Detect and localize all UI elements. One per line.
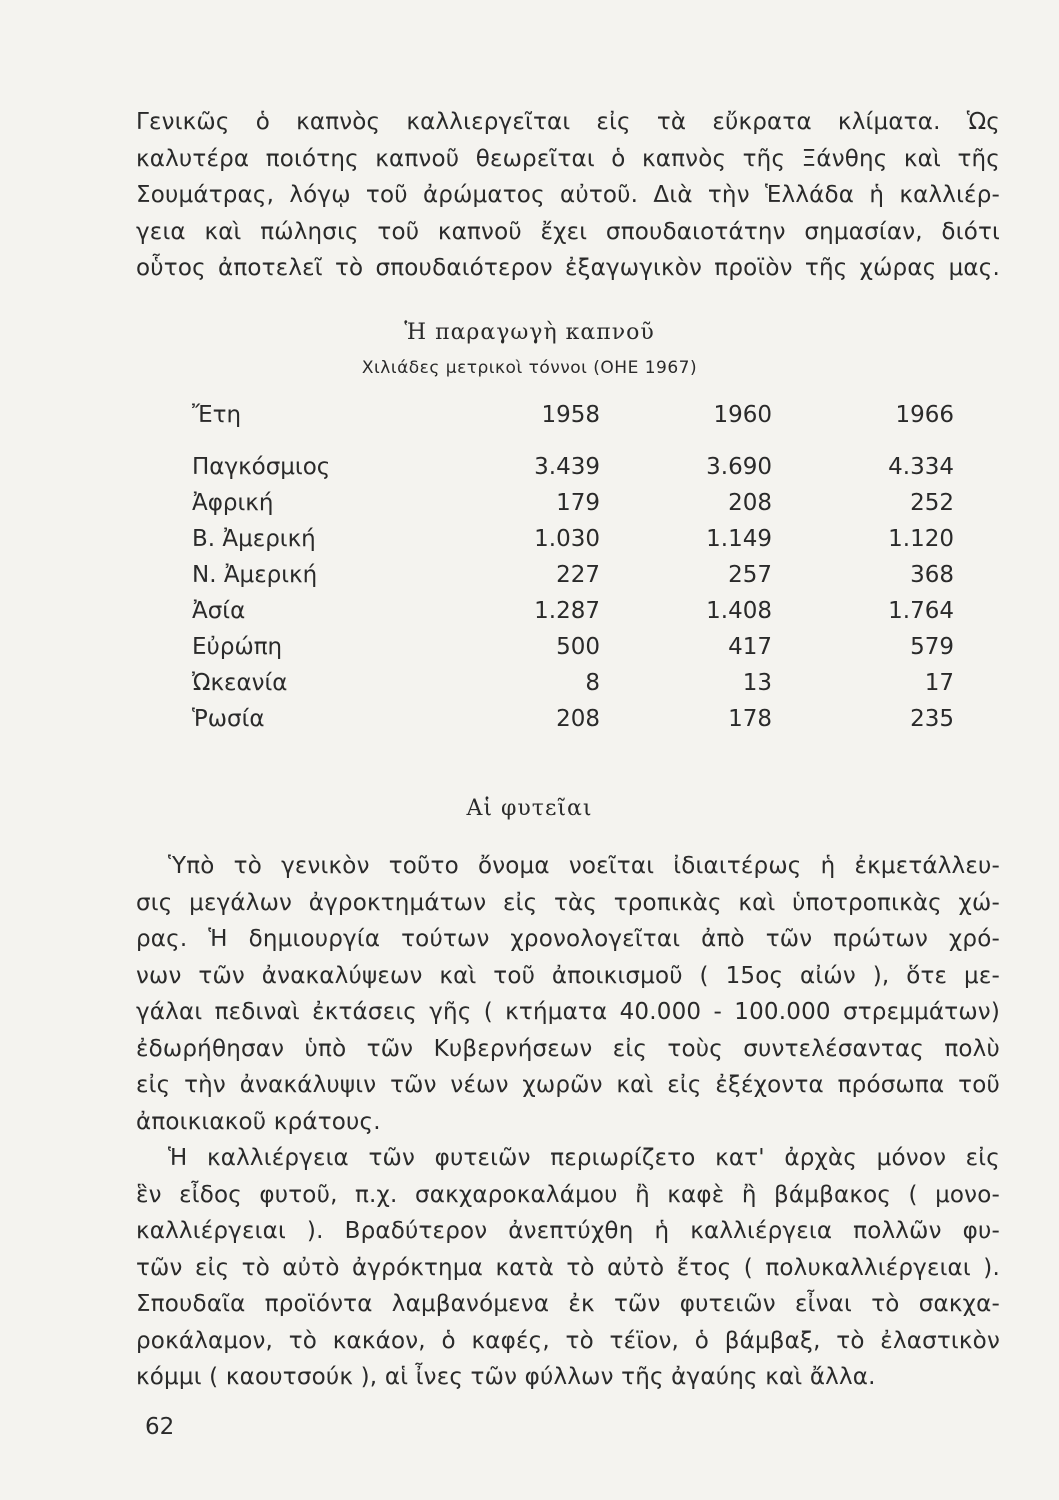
text-line: ρας. Ἡ δημιουργία τούτων χρονολογεῖται ἀπὸ τῶν πρώτων χρό- bbox=[136, 926, 1000, 952]
text-line: εἰς τὴν ἀνακάλυψιν τῶν νέων χωρῶν καὶ εἰς ἐξέχοντα πρόσωπα τοῦ bbox=[136, 1072, 1000, 1098]
text-line: γάλαι πεδιναὶ ἐκτάσεις γῆς ( κτήματα 40.000 - 100.000 στρεμμάτων) bbox=[136, 999, 1000, 1025]
table-cell: Ῥωσία bbox=[192, 706, 265, 732]
table-cell: Ἀφρική bbox=[192, 490, 274, 516]
table-cell: 252 bbox=[910, 490, 954, 516]
table-cell: 208 bbox=[556, 706, 600, 732]
text-line: σις μεγάλων ἀγροκτημάτων εἰς τὰς τροπικὰς καὶ ὑποτροπικὰς χώ- bbox=[136, 889, 1000, 916]
text-line: καλλιέργειαι ). Βραδύτερον ἀνεπτύχθη ἡ καλλιέργεια πολλῶν φυ- bbox=[136, 1218, 1000, 1244]
text-line: ροκάλαμον, τὸ κακάον, ὁ καφές, τὸ τέϊον, ὁ βάμβαξ, τὸ ἐλαστικὸν bbox=[136, 1327, 1000, 1354]
table-subtitle: Χιλιάδες μετρικοὶ τόννοι (ΟΗΕ 1967) bbox=[361, 358, 698, 378]
table-cell: 1.149 bbox=[706, 526, 772, 552]
table-cell: 1.287 bbox=[534, 598, 600, 624]
table-row bbox=[192, 598, 972, 634]
table-cell: 227 bbox=[556, 562, 600, 588]
header-cell: 1958 bbox=[541, 402, 600, 428]
section-title: Αἱ φυτεῖαι bbox=[466, 796, 593, 821]
table-cell: 3.439 bbox=[534, 454, 600, 480]
table-row bbox=[192, 526, 972, 562]
table-cell: Ν. Ἀμερική bbox=[192, 562, 318, 588]
table-cell: 208 bbox=[728, 490, 772, 516]
table-cell: 257 bbox=[728, 562, 772, 588]
table-cell: 1.408 bbox=[706, 598, 772, 624]
header-cell: Ἔτη bbox=[192, 402, 242, 428]
table-cell: 1.764 bbox=[888, 598, 954, 624]
text-line: Σπουδαῖα προϊόντα λαμβανόμενα ἐκ τῶν φυτειῶν εἶναι τὸ σακχα- bbox=[136, 1291, 1000, 1317]
text-line: ἀποικιακοῦ κράτους. bbox=[136, 1108, 381, 1135]
table-row bbox=[192, 634, 972, 670]
text-line: ἐδωρήθησαν ὑπὸ τῶν Κυβερνήσεων εἰς τοὺς συντελέσαντας πολὺ bbox=[136, 1035, 1000, 1062]
table-row bbox=[192, 706, 972, 742]
header-cell: 1960 bbox=[713, 402, 772, 428]
text-line: καλυτέρα ποιότης καπνοῦ θεωρεῖται ὁ καπνὸς τῆς Ξάνθης καὶ τῆς bbox=[136, 145, 1000, 172]
table-cell: Β. Ἀμερική bbox=[192, 526, 316, 552]
text-line: Ὑπὸ τὸ γενικὸν τοῦτο ὄνομα νοεῖται ἰδιαιτέρως ἡ ἐκμετάλλευ- bbox=[168, 853, 1000, 879]
table-cell: 368 bbox=[910, 562, 954, 588]
header-cell: 1966 bbox=[895, 402, 954, 428]
text-line: τῶν εἰς τὸ αὐτὸ ἀγρόκτημα κατὰ τὸ αὐτὸ ἔτος ( πολυκαλλιέργειαι ). bbox=[136, 1254, 1000, 1281]
table-row bbox=[192, 490, 972, 526]
table-cell: 1.030 bbox=[534, 526, 600, 552]
text-line: ἓν εἶδος φυτοῦ, π.χ. σακχαροκαλάμου ἢ καφὲ ἢ βάμβακος ( μονο- bbox=[136, 1181, 1000, 1208]
text-line: κόμμι ( καουτσούκ ), αἱ ἶνες τῶν φύλλων τῆς ἀγαύης καὶ ἄλλα. bbox=[136, 1364, 876, 1390]
table-cell: 179 bbox=[556, 490, 600, 516]
table-row bbox=[192, 670, 972, 706]
text-line: Σουμάτρας, λόγῳ τοῦ ἀρώματος αὐτοῦ. Διὰ τὴν Ἑλλάδα ἡ καλλιέρ- bbox=[136, 182, 1000, 208]
table-cell: 579 bbox=[910, 634, 954, 660]
table-cell: 4.334 bbox=[888, 454, 954, 480]
table-title: Ἡ παραγωγὴ καπνοῦ bbox=[404, 320, 655, 345]
table-cell: 3.690 bbox=[706, 454, 772, 480]
table-cell: 500 bbox=[556, 634, 600, 660]
table-header-row bbox=[192, 402, 972, 438]
table-cell: 417 bbox=[728, 634, 772, 660]
table-cell: Ἀσία bbox=[192, 598, 246, 624]
plantations-paragraph-1 bbox=[136, 848, 1000, 1140]
table-cell: 235 bbox=[910, 706, 954, 732]
table-cell: Εὐρώπη bbox=[192, 634, 283, 660]
page-number: 62 bbox=[145, 1414, 175, 1440]
text-line: οὗτος ἀποτελεῖ τὸ σπουδαιότερον ἐξαγωγικὸν προϊὸν τῆς χώρας μας. bbox=[136, 255, 1000, 281]
plantations-paragraph-2 bbox=[136, 1140, 1000, 1396]
text-line: Γενικῶς ὁ καπνὸς καλλιεργεῖται εἰς τὰ εὔκρατα κλίματα. Ὡς bbox=[136, 109, 1000, 135]
table-row bbox=[192, 454, 972, 490]
table-cell: 1.120 bbox=[888, 526, 954, 552]
table-cell: 178 bbox=[728, 706, 772, 732]
table-cell: 8 bbox=[585, 670, 600, 696]
text-line: γεια καὶ πώλησις τοῦ καπνοῦ ἔχει σπουδαιοτάτην σημασίαν, διότι bbox=[136, 218, 1000, 245]
table-cell: Ὠκεανία bbox=[192, 670, 288, 696]
table-cell: 17 bbox=[924, 670, 954, 696]
table-cell: Παγκόσμιος bbox=[192, 454, 331, 480]
text-line: νων τῶν ἀνακαλύψεων καὶ τοῦ ἀποικισμοῦ ( 15ος αἰών ), ὅτε με- bbox=[136, 962, 1000, 989]
text-line: Ἡ καλλιέργεια τῶν φυτειῶν περιωρίζετο κατ' ἀρχὰς μόνον εἰς bbox=[168, 1145, 1000, 1171]
table-row bbox=[192, 562, 972, 598]
intro-paragraph bbox=[136, 104, 1000, 287]
table-cell: 13 bbox=[742, 670, 772, 696]
